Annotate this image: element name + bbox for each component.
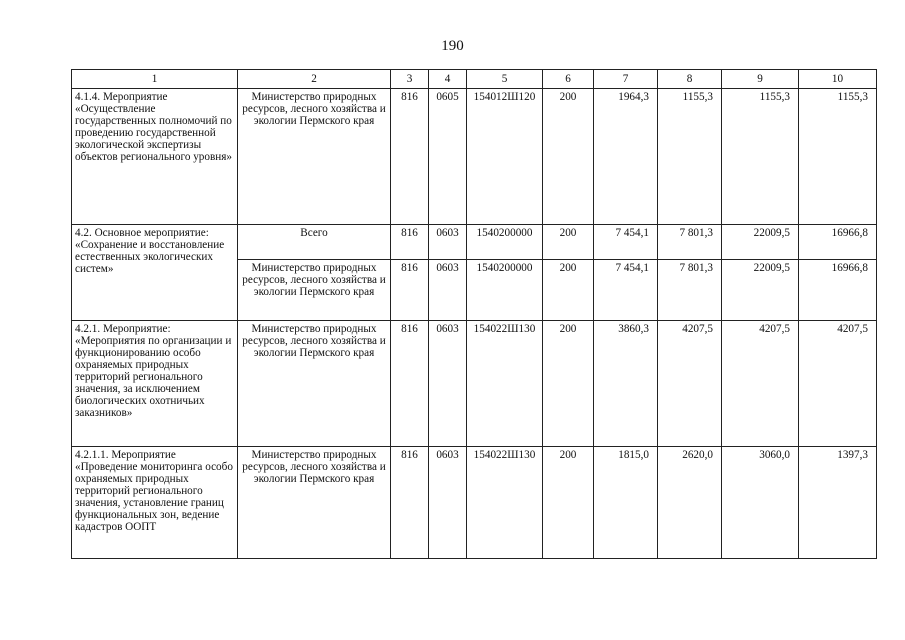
executor: Министерство природных ресурсов, лесного хозяйства и экологии Пермского края [238,321,391,447]
col-header: 4 [429,70,467,89]
cell-c4: 0603 [429,260,467,321]
executor: Министерство природных ресурсов, лесного хозяйства и экологии Пермского края [238,447,391,559]
cell-c3: 816 [391,89,429,225]
col-header: 6 [543,70,594,89]
col-header: 8 [658,70,722,89]
cell-c3: 816 [391,321,429,447]
cell-c7: 1964,3 [594,89,658,225]
cell-c6: 200 [543,260,594,321]
cell-c4: 0603 [429,447,467,559]
cell-c6: 200 [543,447,594,559]
cell-c9: 3060,0 [722,447,799,559]
cell-c10: 4207,5 [799,321,877,447]
cell-c3: 816 [391,260,429,321]
cell-c7: 1815,0 [594,447,658,559]
table-row [72,321,877,447]
activity-name: 4.2.1. Мероприятие: «Мероприятия по организации и функционированию особо охраняемых природных территорий регионального значения, за исключением биологических охотничьих заказников» [72,321,238,447]
activity-name: 4.1.4. Мероприятие «Осуществление государственных полномочий по проведению государственной экологической экспертизы объектов регионального уровня» [72,89,238,225]
table-row [72,447,877,559]
cell-c5: 154022Ш130 [467,447,543,559]
executor: Всего [238,225,391,260]
col-header: 7 [594,70,658,89]
cell-c9: 4207,5 [722,321,799,447]
cell-c4: 0605 [429,89,467,225]
cell-c10: 1155,3 [799,89,877,225]
table-row [72,89,877,225]
cell-c4: 0603 [429,321,467,447]
cell-c10: 16966,8 [799,225,877,260]
executor: Министерство природных ресурсов, лесного хозяйства и экологии Пермского края [238,260,391,321]
cell-c10: 1397,3 [799,447,877,559]
cell-c6: 200 [543,225,594,260]
cell-c8: 2620,0 [658,447,722,559]
col-header: 2 [238,70,391,89]
cell-c7: 3860,3 [594,321,658,447]
cell-c6: 200 [543,89,594,225]
cell-c7: 7 454,1 [594,225,658,260]
cell-c7: 7 454,1 [594,260,658,321]
budget-table [71,69,877,559]
col-header: 9 [722,70,799,89]
cell-c5: 1540200000 [467,260,543,321]
cell-c9: 22009,5 [722,260,799,321]
cell-c10: 16966,8 [799,260,877,321]
table-row [72,225,877,260]
col-header: 10 [799,70,877,89]
cell-c5: 154012Ш120 [467,89,543,225]
cell-c3: 816 [391,225,429,260]
cell-c5: 1540200000 [467,225,543,260]
cell-c8: 7 801,3 [658,225,722,260]
cell-c8: 4207,5 [658,321,722,447]
cell-c8: 7 801,3 [658,260,722,321]
cell-c8: 1155,3 [658,89,722,225]
cell-c3: 816 [391,447,429,559]
header-row [72,70,877,89]
col-header: 1 [72,70,238,89]
cell-c5: 154022Ш130 [467,321,543,447]
activity-name: 4.2.1.1. Мероприятие «Проведение мониторинга особо охраняемых природных территорий регионального значения, установление границ функциональных зон, ведение кадастров ООПТ [72,447,238,559]
cell-c6: 200 [543,321,594,447]
col-header: 3 [391,70,429,89]
page-number: 190 [441,38,464,54]
activity-name: 4.2. Основное мероприятие: «Сохранение и восстановление естественных экологических систем» [72,225,238,321]
cell-c9: 22009,5 [722,225,799,260]
col-header: 5 [467,70,543,89]
cell-c4: 0603 [429,225,467,260]
executor: Министерство природных ресурсов, лесного хозяйства и экологии Пермского края [238,89,391,225]
cell-c9: 1155,3 [722,89,799,225]
